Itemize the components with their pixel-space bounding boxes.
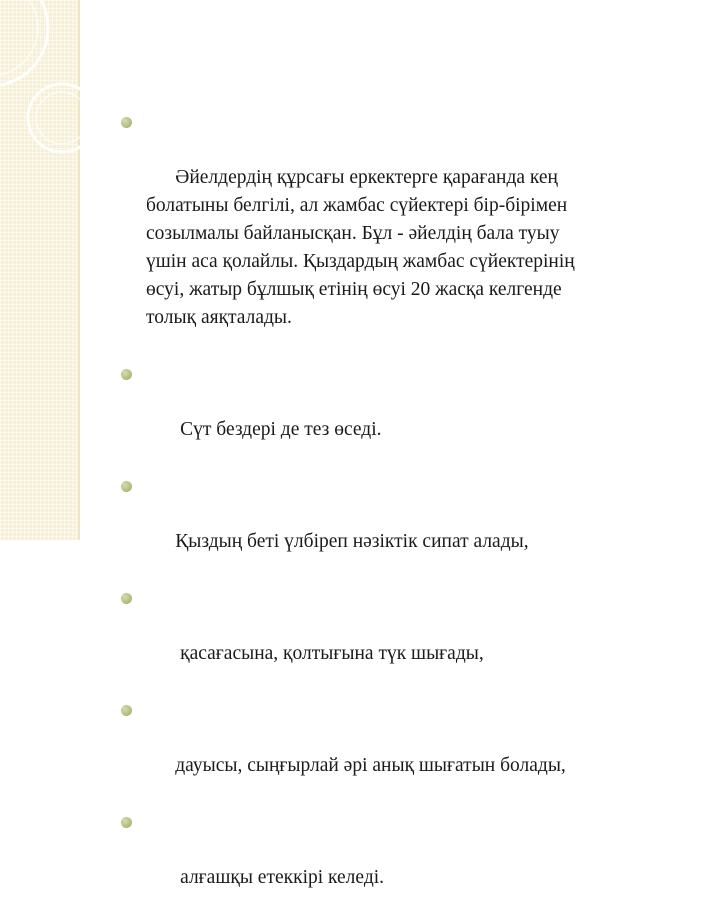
bullet-item <box>122 808 697 920</box>
bullet-text: алғашқы етеккірі келеді. <box>175 867 385 888</box>
bullet-item <box>122 584 697 696</box>
bullet-list <box>122 108 697 920</box>
bullet-dot-icon <box>121 817 132 828</box>
bullet-dot-icon <box>121 369 132 380</box>
bullet-dot-icon <box>121 705 132 716</box>
bullet-item <box>122 472 697 584</box>
bullet-item <box>122 360 697 472</box>
bullet-item <box>122 108 697 360</box>
bullet-text: Қыздың беті үлбіреп нәзіктік сипат алады, <box>175 531 529 552</box>
slide-content <box>122 108 697 920</box>
bullet-dot-icon <box>121 117 132 128</box>
bullet-text: қасағасына, қолтығына түк шығады, <box>175 643 484 664</box>
bullet-text: дауысы, сыңғырлай әрі анық шығатын болады, <box>175 755 566 776</box>
bullet-item <box>122 696 697 808</box>
bullet-dot-icon <box>121 481 132 492</box>
bullet-text: Сүт бездері де тез өседі. <box>175 419 382 440</box>
decorative-circles <box>0 0 120 200</box>
bullet-dot-icon <box>121 593 132 604</box>
bullet-text: Әйелдердің құрсағы еркектерге қарағанда кең болатыны белгілі, ал жамбас сүйектері бір-бірімен созылмалы байланысқан. Бұл - әйелдің бала туыу үшін аса қолайлы. Қыздардың жамбас сүйектерінің өсуі, жатыр бұлшық етінің өсуі 20 жасқа келгенде толық аяқталады. <box>146 167 575 328</box>
